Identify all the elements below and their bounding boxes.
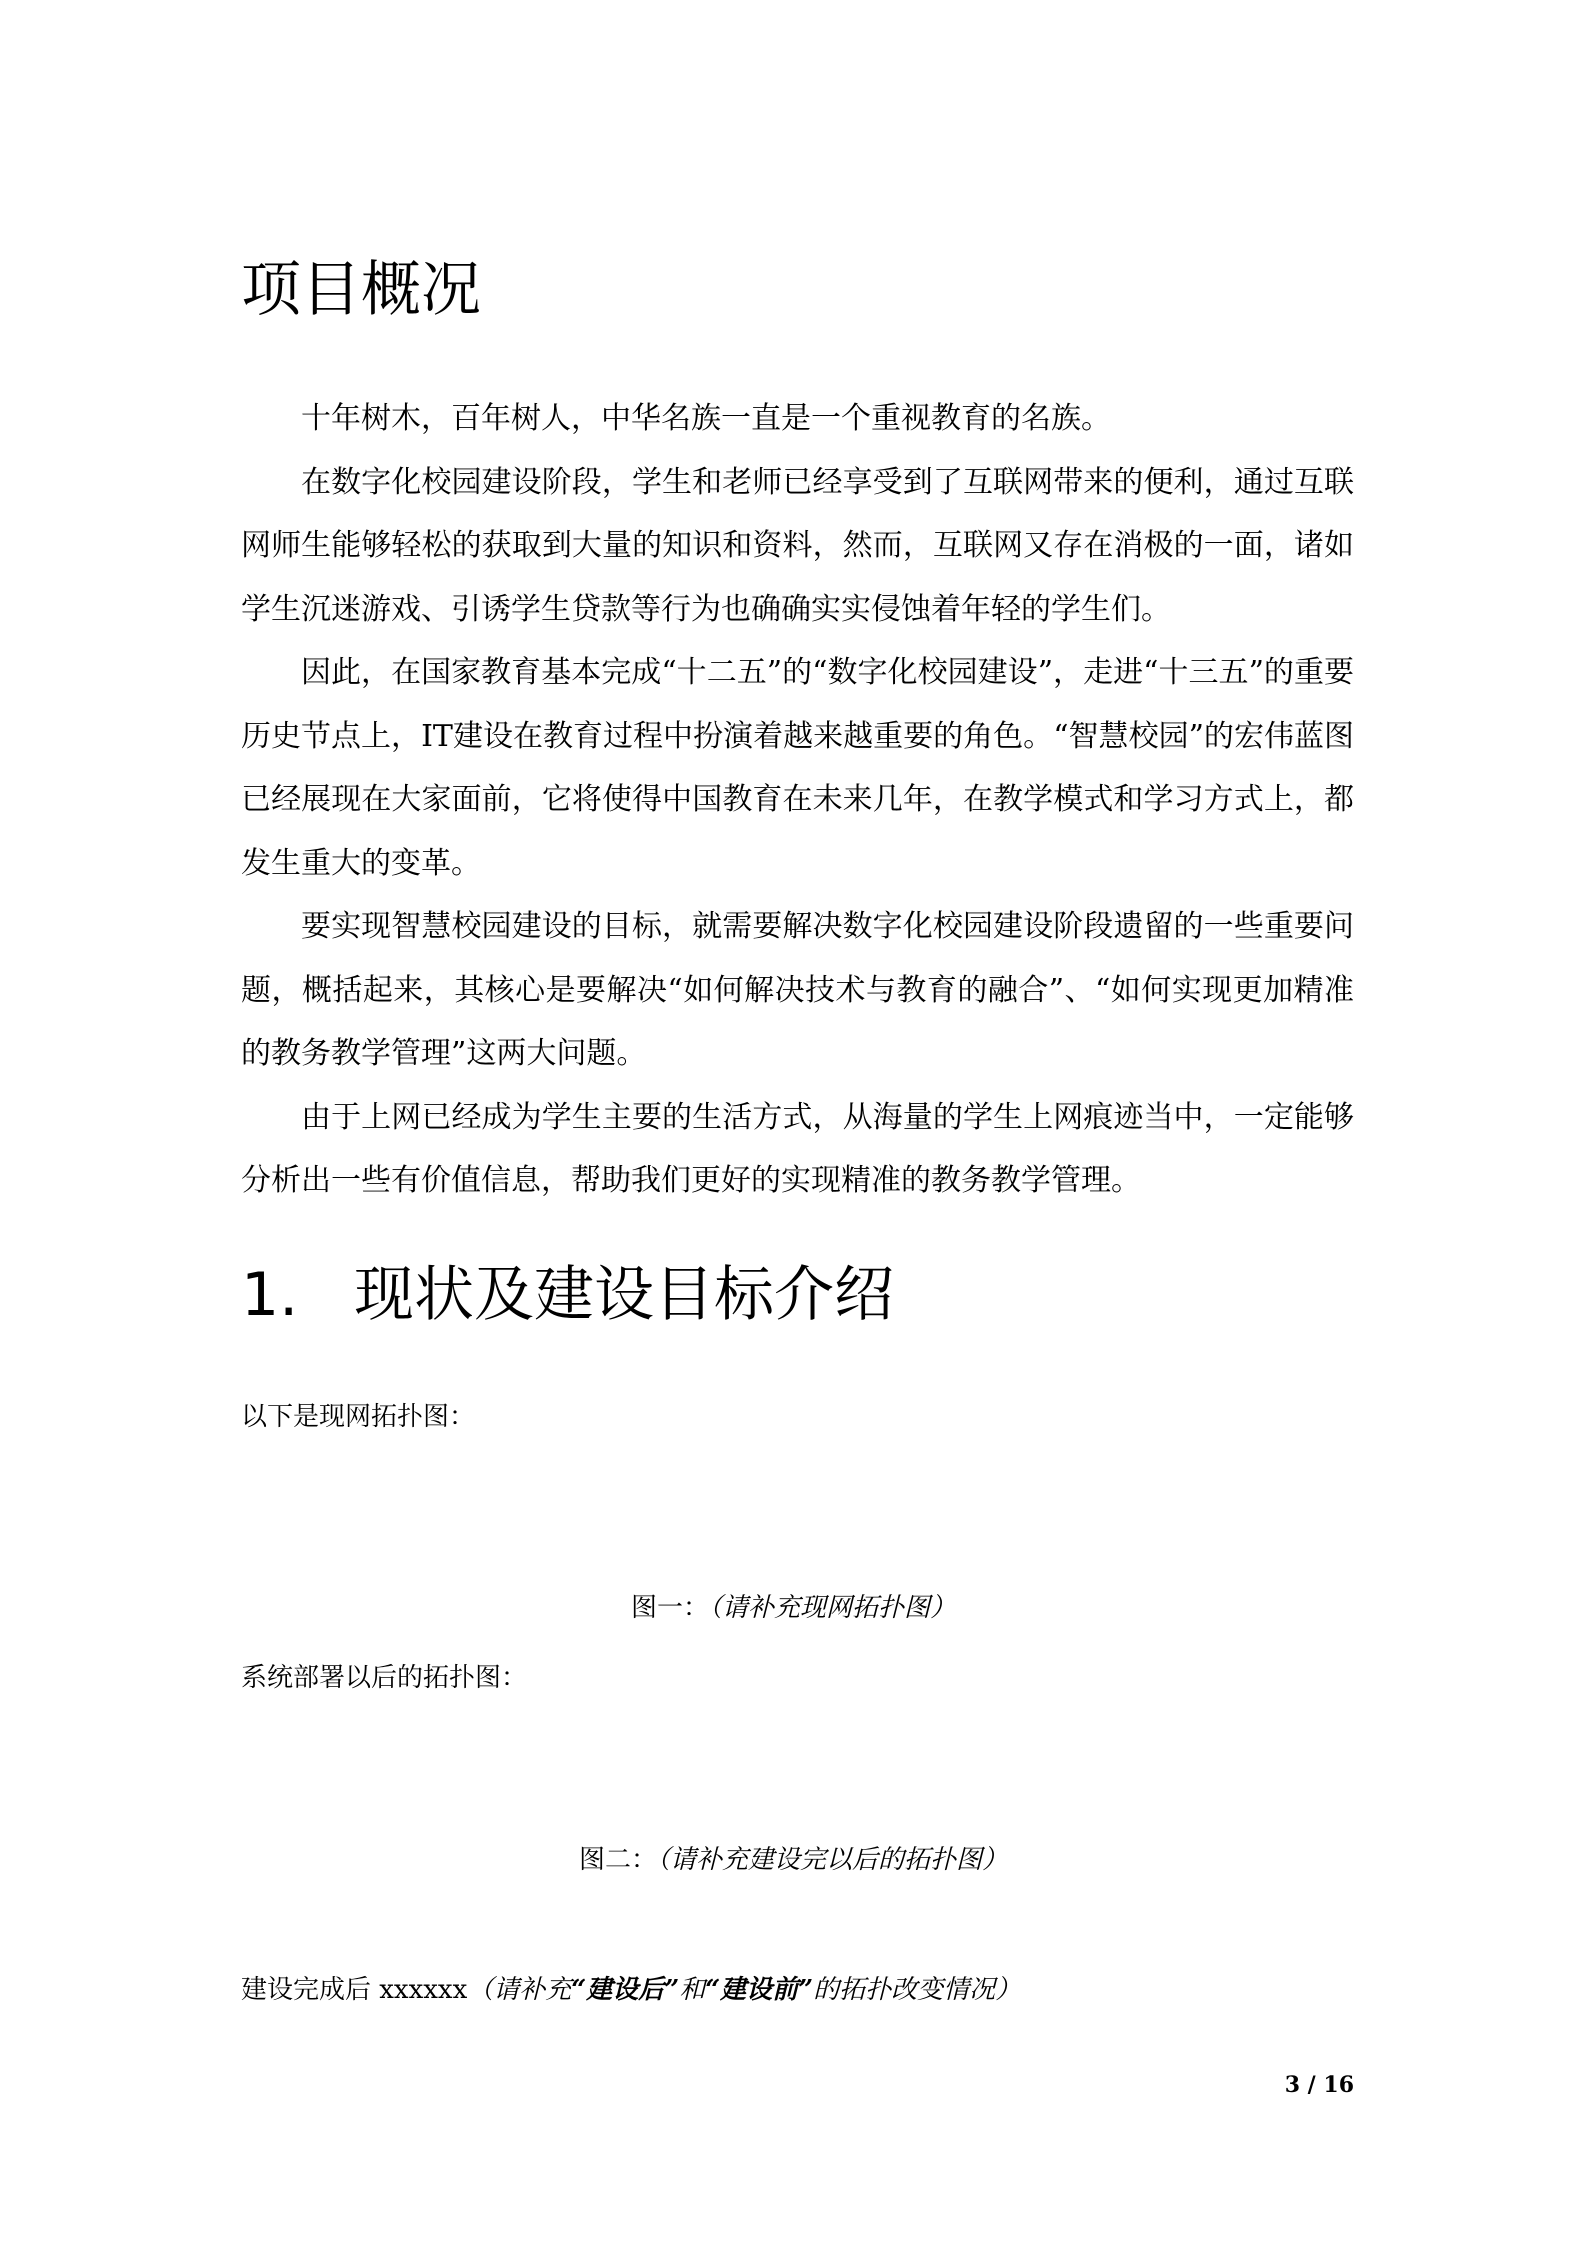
- paragraph: 十年树木，百年树人，中华名族一直是一个重视教育的名族。: [301, 401, 1111, 436]
- figure-1-caption: [0, 1588, 1587, 1628]
- deployed-topology-intro: 系统部署以后的拓扑图：: [241, 1663, 528, 1693]
- current-topology-intro: 以下是现网拓扑图：: [241, 1402, 476, 1432]
- closing-prefix: 建设完成后 xxxxxx: [241, 1975, 468, 2005]
- page-title: 项目概况: [241, 255, 481, 325]
- paragraph: 在数字化校园建设阶段，学生和老师已经享受到了互联网带来的便利，通过互联网师生能够轻松的获取到大量的知识和资料，然而，互联网又存在消极的一面，诸如学生沉迷游戏、引诱学生贷款等行为也确确实实侵蚀着年轻的学生们。: [241, 464, 1354, 627]
- closing-line: [241, 1970, 1021, 2010]
- paragraph: 因此，在国家教育基本完成“十二五”的“数字化校园建设”，走进“十三五”的重要历史节点上，IT建设在教育过程中扮演着越来越重要的角色。“智慧校园”的宏伟蓝图已经展现在大家面前，它将使得中国教育在未来几年，在教学模式和学习方式上，都发生重大的变革。: [241, 655, 1354, 881]
- figure-2-note: （请补充建设完以后的拓扑图）: [657, 1845, 1009, 1875]
- paragraph: 要实现智慧校园建设的目标，就需要解决数字化校园建设阶段遗留的一些重要问题，概括起来，其核心是要解决“如何解决技术与教育的融合”、“如何实现更加精准的教务教学管理”这两大问题。: [241, 909, 1354, 1071]
- figure-2-label: 图二：: [578, 1845, 657, 1875]
- figure-1-note: （请补充现网拓扑图）: [709, 1593, 957, 1623]
- section-heading: [241, 1255, 894, 1335]
- section-number: 1.: [241, 1260, 299, 1330]
- paragraph: 由于上网已经成为学生主要的生活方式，从海量的学生上网痕迹当中，一定能够分析出一些有价值信息，帮助我们更好的实现精准的教务教学管理。: [241, 1099, 1354, 1198]
- closing-note-open: （请补充: [467, 1975, 572, 2005]
- body-text: [241, 387, 1354, 1213]
- page-number: 3 / 16: [1284, 2072, 1354, 2098]
- figure-1-label: 图一：: [630, 1593, 709, 1623]
- term-before: “建设前”: [705, 1975, 814, 2005]
- closing-note-close: 的拓扑改变情况）: [813, 1975, 1022, 2005]
- section-title: 现状及建设目标介绍: [354, 1260, 894, 1330]
- term-after: “建设后”: [571, 1975, 680, 2005]
- closing-and: 和: [679, 1975, 706, 2005]
- figure-2-caption: [0, 1840, 1587, 1880]
